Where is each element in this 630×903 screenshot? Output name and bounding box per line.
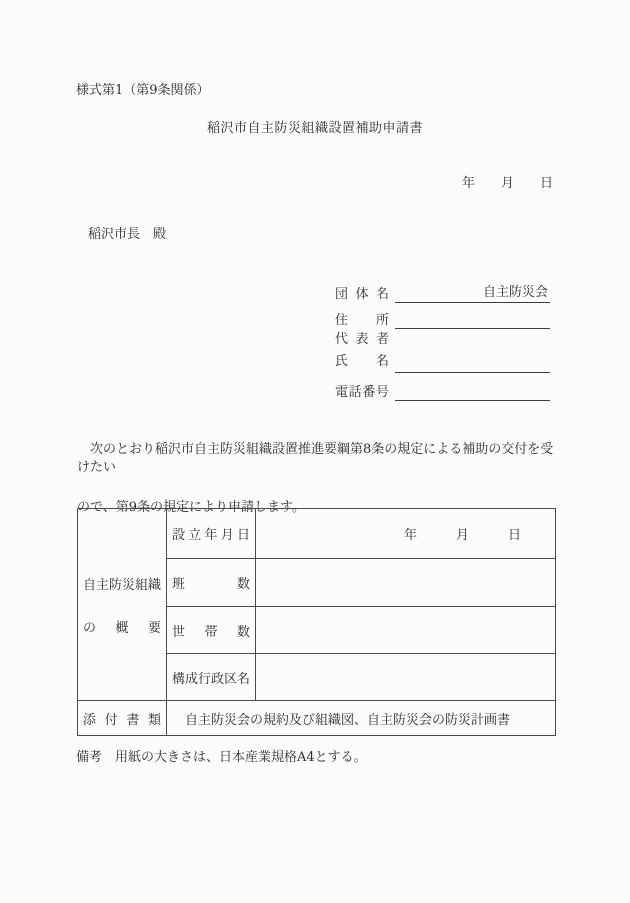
group-header-cell <box>78 509 167 701</box>
body-line2: ので、第9条の規定により申請します。 <box>77 500 305 515</box>
founding-date-label: 設立年月日 <box>167 509 256 559</box>
group-name-row <box>335 281 550 303</box>
organization-summary-table <box>77 508 556 736</box>
representative-input-line[interactable] <box>395 356 550 373</box>
representative-label-line2: 氏名 <box>335 354 389 369</box>
body-line1: 次のとおり稲沢市自主防災組織設置推進要綱第8条の規定による補助の交付を受けたい <box>77 442 554 475</box>
body-paragraph <box>77 441 559 517</box>
founding-date-value-cell[interactable]: 年 月 日 <box>256 509 556 559</box>
household-count-label: 世帯数 <box>167 607 256 654</box>
group-name-label: 団体名 <box>335 287 389 302</box>
page-title: 稲沢市自主防災組織設置補助申請書 <box>206 121 423 136</box>
form-code: 様式第1（第9条関係） <box>76 83 210 98</box>
address-input-line[interactable] <box>395 312 550 329</box>
district-names-label: 構成行政区名 <box>167 654 256 701</box>
date-field[interactable]: 年 月 日 <box>461 176 553 191</box>
representative-label <box>335 329 389 373</box>
group-name-input-line[interactable]: 自主防災会 <box>395 281 550 303</box>
phone-input-line[interactable] <box>395 384 550 401</box>
group-header-line2: の概要 <box>83 620 161 636</box>
address-row <box>335 312 550 329</box>
table-row <box>78 509 556 559</box>
representative-row <box>335 329 550 373</box>
attachments-row <box>78 701 556 736</box>
household-count-value-cell[interactable] <box>256 607 556 654</box>
phone-row <box>335 384 550 401</box>
attachments-label: 添付書類 <box>78 701 167 736</box>
team-count-label: 班数 <box>167 559 256 607</box>
attachments-value-cell: 自主防災会の規約及び組織図、自主防災会の防災計画書 <box>167 701 556 736</box>
addressee: 稲沢市長 殿 <box>88 227 167 242</box>
remarks-note: 備考 用紙の大きさは、日本産業規格A4とする。 <box>76 750 367 765</box>
phone-label: 電話番号 <box>335 385 389 400</box>
address-label: 住所 <box>335 313 389 328</box>
district-names-value-cell[interactable] <box>256 654 556 701</box>
representative-label-line1: 代表者 <box>335 332 389 347</box>
team-count-value-cell[interactable] <box>256 559 556 607</box>
group-header-line1: 自主防災組織 <box>83 577 162 593</box>
